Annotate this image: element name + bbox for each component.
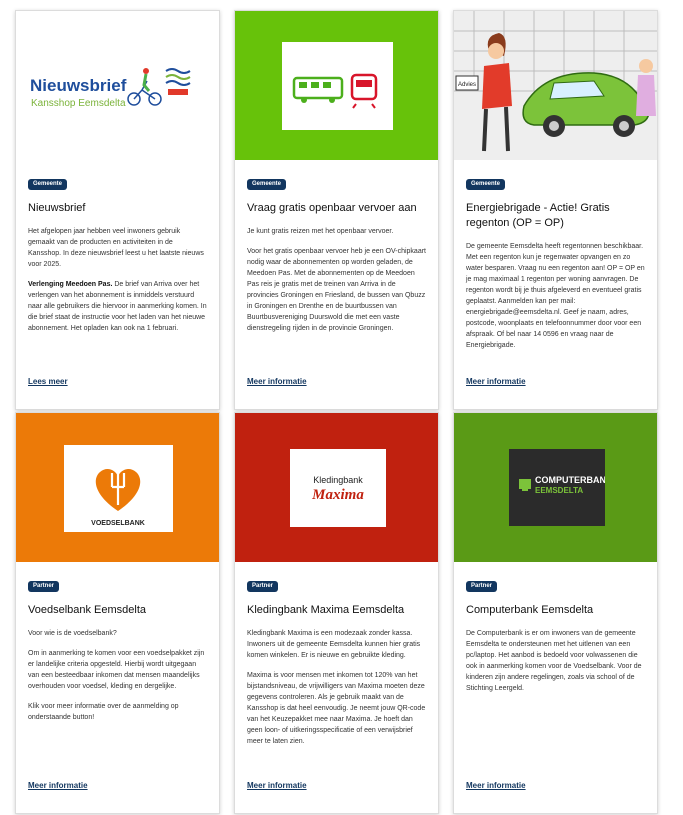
heart-fork-icon [64,445,173,532]
meer-informatie-link[interactable]: Meer informatie [247,781,307,790]
card-voedselbank [15,412,220,814]
card-title: Energiebrigade - Actie! Gratis regenton (OP = OP) [466,202,610,229]
card-title: Kledingbank Maxima Eemsdelta [247,604,405,616]
card-image [454,11,657,160]
card-image [16,413,219,562]
card-paragraph: De gemeente Eemsdelta heeft regentonnen beschikbaar. Met een regenton kun je regenwater opvangen en zo water besparen. Vraag nu een regenton aan! OP = OP en je mag maximaal 1 regenton per woning aanvragen. De regenton wordt bij je thuis afgeleverd en eventueel gratis geplaatst. Aanmelden kan per mail: energiebrigade@eemsdelta.nl. Geef je naam, adres, postcode, woonplaats en telefoonnummer door voor een afspraak. Of bel naar 14 0596 en vraag naar de Energiebrigade. [466,243,645,349]
paragraph-text: De brief van Arriva over het verlengen van het abonnement is inmiddels verstuurd naar alle gebruikers die hiervoor in aanmerking komen. In die brief staat de instructie voor het laden van het nieuwe abonnement. Het opladen kan ook na 1 februari. [28,281,207,332]
energiebrigade-cartoon [454,11,657,160]
nieuwsbrief-logo [16,11,219,160]
card-paragraph: De Computerbank is er om inwoners van de gemeente Eemsdelta te ondersteunen met het uitlenen van een pc/laptop. Het aanbod is bedoeld voor volwassenen die ook in aanmerking komen voor de Voedselbank. Voor de kinderen zijn andere regelingen, zoals via school of de Stichting Leergeld. [466,630,642,692]
card-paragraph: Je kunt gratis reizen met het openbaar vervoer. [247,228,394,235]
svg-text:Kledingbank: Kledingbank [313,475,363,485]
card-paragraph: Klik voor meer informatie over de aanmelding op onderstaande button! [28,703,179,721]
category-badge: Partner [28,581,59,592]
svg-text:Advies: Advies [458,82,477,88]
transport-icons-panel [282,42,393,130]
card-image [454,413,657,562]
card-computerbank [453,412,658,814]
card-paragraph [28,279,207,334]
category-badge: Gemeente [247,179,286,190]
svg-text:EEMSDELTA: EEMSDELTA [535,486,584,495]
computerbank-logo [509,449,605,526]
svg-text:VOEDSELBANK: VOEDSELBANK [91,520,145,527]
card-title: Voedselbank Eemsdelta [28,604,147,616]
card-paragraph: Maxima is voor mensen met inkomen tot 120% van het bijstandsniveau, de vrijwilligers van Maxima moeten deze gegevens controleren. Als je gebruik maakt van de Kansshop is dat heel eenvoudig. Je neemt jouw QR-code van het Keuzepakket mee naar Maxima. Je hoeft dan geen loon- of uitkeringsspecificatie of een verwijsbrief meer te laten zien. [247,672,426,745]
card-image [235,11,438,160]
card-openbaar-vervoer [234,10,439,410]
category-badge: Gemeente [466,179,505,190]
meer-informatie-link[interactable]: Meer informatie [247,377,307,386]
paragraph-bold-lead: Verlenging Meedoen Pas. [28,281,113,288]
category-badge: Gemeente [28,179,67,190]
voedselbank-logo [64,445,173,532]
card-paragraph: Kledingbank Maxima is een modezaak zonder kassa. Inwoners uit de gemeente Eemsdelta kunnen hier gratis komen winkelen. Er is nieuwe en gebruikte kleding. [247,630,421,659]
svg-text:Maxima: Maxima [312,487,364,503]
svg-text:Nieuwsbrief: Nieuwsbrief [30,76,127,95]
category-badge: Partner [247,581,278,592]
svg-text:COMPUTERBANK: COMPUTERBANK [535,475,605,485]
computerbank-logo-mark [509,449,605,526]
card-kledingbank-maxima [234,412,439,814]
card-image [16,11,219,160]
card-paragraph: Voor wie is de voedselbank? [28,630,117,637]
card-image [235,413,438,562]
maxima-logo [290,449,386,527]
svg-text:Kansshop Eemsdelta: Kansshop Eemsdelta [31,98,126,109]
card-paragraph: Om in aanmerking te komen voor een voedselpakket zijn er landelijke criteria opgesteld. Hierbij wordt uitgegaan van een besteedbaar inkomen dat mensen maandelijks overhouden voor voedsel, kleding en dergelijke. [28,650,205,690]
card-title: Vraag gratis openbaar vervoer aan [247,202,417,214]
meer-informatie-link[interactable]: Meer informatie [28,781,88,790]
bus-train-icon [282,42,393,130]
card-title: Nieuwsbrief [28,202,86,214]
card-energiebrigade [453,10,658,410]
card-paragraph: Voor het gratis openbaar vervoer heb je een OV-chipkaart nodig waar de abonnementen op worden geladen, de Meedoen Pas. Met de abonnementen op de Meedoen Pas reis je gratis met de treinen van Arriva in de provincies Groningen en Friesland, de bussen van Qbuzz in Groningen en Drenthe en de buurtbussen van Buurtbusvereniging Duurswold die met een vaste dienstregeling rijden in de provincie Groningen. [247,248,426,332]
kledingbank-logo-text [290,449,386,527]
card-nieuwsbrief [15,10,220,410]
card-paragraph: Het afgelopen jaar hebben veel inwoners gebruik gemaakt van de producten en activiteiten in de Kansshop. In deze nieuwsbrief leest u het laatste nieuws voor 2025. [28,228,204,268]
card-title: Computerbank Eemsdelta [466,604,594,616]
meer-informatie-link[interactable]: Meer informatie [466,377,526,386]
lees-meer-link[interactable]: Lees meer [28,377,68,386]
meer-informatie-link[interactable]: Meer informatie [466,781,526,790]
category-badge: Partner [466,581,497,592]
